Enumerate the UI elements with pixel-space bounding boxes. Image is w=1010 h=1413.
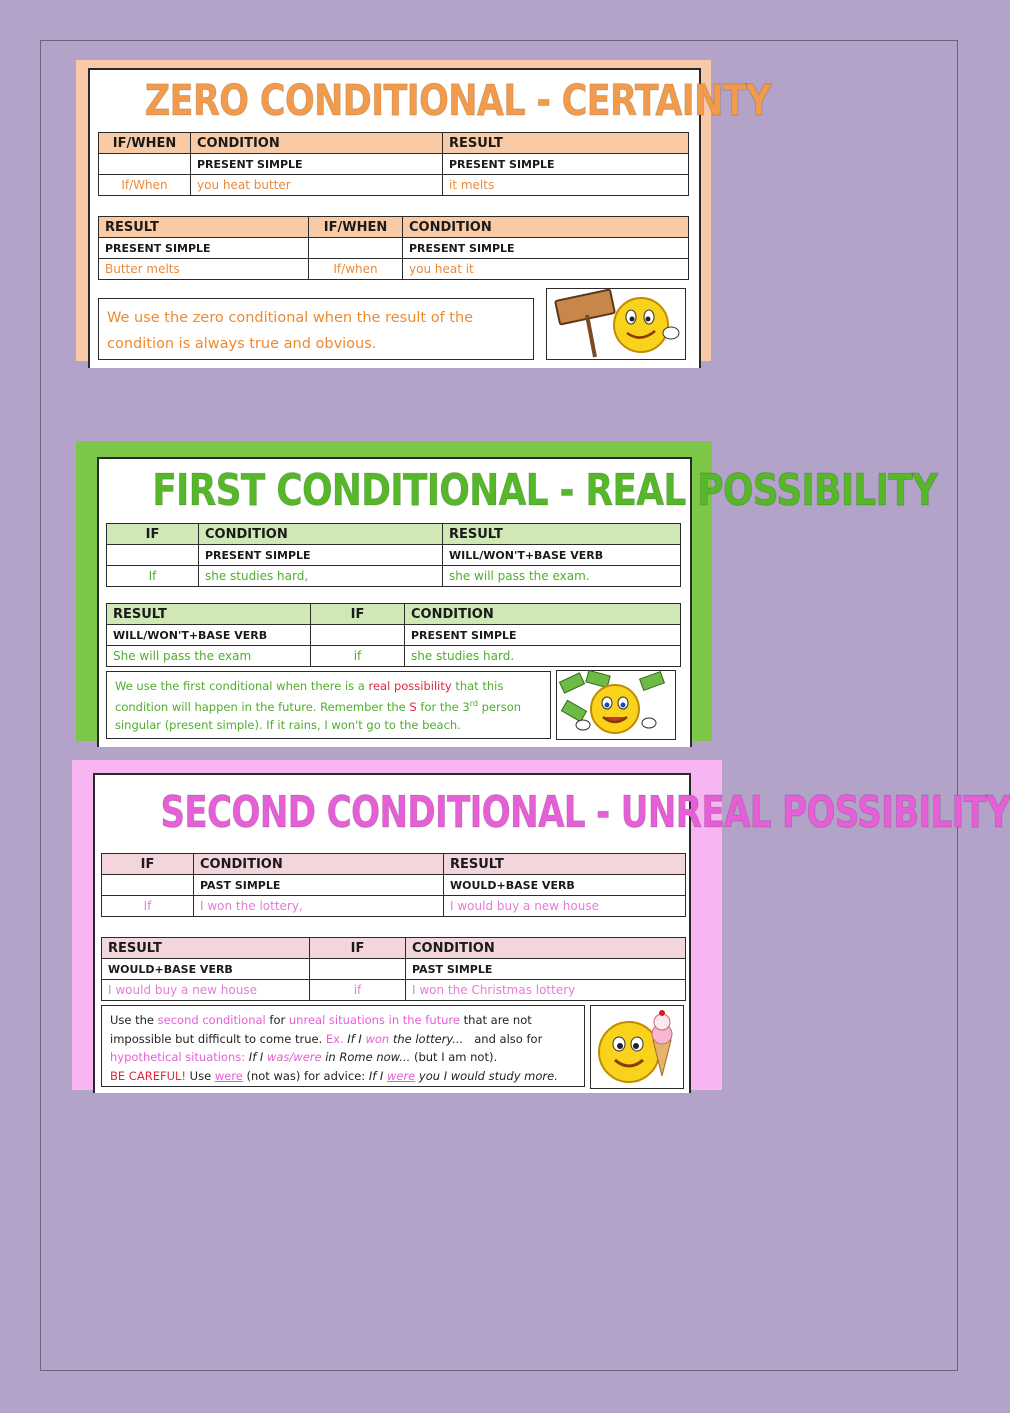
note-text: for (265, 1013, 289, 1027)
header-cell: IF (311, 604, 405, 625)
second-note-line (110, 1011, 576, 1030)
note-text: that this (451, 679, 504, 693)
second-table-result-first (101, 937, 686, 1001)
note-highlight: hypothetical situations: (110, 1050, 246, 1064)
zero-conditional-card (76, 60, 771, 361)
header-cell: CONDITION (199, 524, 443, 545)
example-cell: If (102, 896, 194, 917)
note-warning: BE CAREFUL! (110, 1068, 187, 1083)
second-note-line (110, 1067, 576, 1086)
second-conditional-card (72, 760, 1010, 1090)
tense-cell: PRESENT SIMPLE (405, 625, 681, 646)
header-cell: RESULT (102, 938, 310, 959)
header-cell: CONDITION (405, 604, 681, 625)
zero-note-text: We use the zero conditional when the result of the condition is always true and obvious. (107, 310, 474, 352)
header-cell: RESULT (99, 217, 309, 238)
example-cell: if (311, 646, 405, 667)
example-cell: you heat butter (191, 175, 443, 196)
first-note (106, 671, 551, 739)
smiley-with-sign-icon (547, 289, 684, 359)
tense-cell: PRESENT SIMPLE (443, 154, 689, 175)
note-text: (not was) for advice: (242, 1068, 369, 1083)
example-cell: I won the Christmas lottery (406, 980, 686, 1001)
note-text: impossible but difficult to come true. (110, 1031, 326, 1046)
note-text: Use (186, 1068, 215, 1083)
tense-cell (309, 238, 403, 259)
tense-cell: PRESENT SIMPLE (403, 238, 689, 259)
note-text: condition will happen in the future. Remember the (115, 699, 410, 714)
first-note-line (115, 716, 542, 734)
note-highlight: real possibility (368, 679, 452, 693)
first-note-line (115, 695, 542, 716)
tense-cell: PRESENT SIMPLE (99, 238, 309, 259)
note-text: that are not (459, 1013, 532, 1027)
example-cell: I would buy a new house (444, 896, 686, 917)
note-text: (but I am not). (410, 1050, 498, 1064)
note-text: Use the (110, 1013, 158, 1027)
example-cell: it melts (443, 175, 689, 196)
tense-cell: PRESENT SIMPLE (199, 545, 443, 566)
tense-cell: WOULD+BASE VERB (444, 875, 686, 896)
example-cell: she studies hard, (199, 566, 443, 587)
example-cell: If/when (309, 259, 403, 280)
zero-illustration (546, 288, 686, 360)
note-highlight: was/were (266, 1050, 322, 1064)
note-superscript: rd (469, 699, 478, 708)
tense-cell (102, 875, 194, 896)
note-highlight: won (365, 1031, 390, 1046)
header-cell: IF/WHEN (99, 133, 191, 154)
header-cell: RESULT (443, 133, 689, 154)
first-note-line (115, 677, 542, 695)
zero-table-result-first (98, 216, 689, 280)
note-highlight: second conditional (157, 1013, 266, 1027)
tense-cell (311, 625, 405, 646)
header-cell: RESULT (443, 524, 681, 545)
first-illustration (556, 670, 676, 740)
second-note-line (110, 1030, 576, 1049)
note-highlight: were (214, 1068, 243, 1083)
note-text: and also for (463, 1031, 543, 1046)
note-highlight: unreal situations in the future (288, 1013, 460, 1027)
tense-cell: WOULD+BASE VERB (102, 959, 310, 980)
header-cell: CONDITION (406, 938, 686, 959)
note-highlight: S (409, 699, 417, 714)
zero-note (98, 298, 534, 360)
header-cell: CONDITION (191, 133, 443, 154)
first-table-result-first (106, 603, 681, 667)
note-text: If I (368, 1068, 387, 1083)
second-illustration (590, 1005, 684, 1089)
tense-cell: PAST SIMPLE (194, 875, 444, 896)
tense-cell (99, 154, 191, 175)
header-cell: RESULT (444, 854, 686, 875)
first-title: FIRST CONDITIONAL - REAL POSSIBILITY (152, 465, 938, 516)
zero-table-if-first (98, 132, 689, 196)
note-highlight: were (386, 1068, 416, 1083)
smiley-with-money-icon (557, 671, 674, 738)
header-cell: IF/WHEN (309, 217, 403, 238)
example-cell: she studies hard. (405, 646, 681, 667)
second-title: SECOND CONDITIONAL - UNREAL POSSIBILITY (160, 787, 1010, 838)
example-cell: if (310, 980, 406, 1001)
note-text: If I (245, 1050, 267, 1064)
example-cell: you heat it (403, 259, 689, 280)
header-cell: IF (107, 524, 199, 545)
tense-cell (310, 959, 406, 980)
header-cell: RESULT (107, 604, 311, 625)
example-cell: she will pass the exam. (443, 566, 681, 587)
second-note (101, 1005, 585, 1087)
header-cell: CONDITION (194, 854, 444, 875)
first-conditional-card (76, 441, 938, 741)
smiley-with-ice-cream-icon (591, 1006, 682, 1087)
example-cell: She will pass the exam (107, 646, 311, 667)
example-cell: I won the lottery, (194, 896, 444, 917)
example-cell: If/When (99, 175, 191, 196)
note-text: the lottery... (389, 1031, 464, 1046)
example-cell: Butter melts (99, 259, 309, 280)
tense-cell: WILL/WON'T+BASE VERB (107, 625, 311, 646)
zero-title: ZERO CONDITIONAL - CERTAINTY (144, 76, 771, 126)
second-note-line (110, 1048, 576, 1067)
tense-cell: PRESENT SIMPLE (191, 154, 443, 175)
note-text: singular (present simple). If it rains, I won't go to the beach. (115, 717, 461, 732)
tense-cell: PAST SIMPLE (406, 959, 686, 980)
header-cell: IF (102, 854, 194, 875)
note-text: you I would study more. (415, 1068, 558, 1083)
note-highlight: Ex. (325, 1031, 344, 1046)
example-cell: I would buy a new house (102, 980, 310, 1001)
example-cell: If (107, 566, 199, 587)
note-text: person (477, 699, 522, 714)
note-text: If I (343, 1031, 366, 1046)
header-cell: IF (310, 938, 406, 959)
note-text: in Rome now... (321, 1050, 411, 1064)
note-text: for the 3 (416, 699, 470, 714)
tense-cell (107, 545, 199, 566)
note-text: We use the first conditional when there is a (115, 679, 369, 693)
second-table-if-first (101, 853, 686, 917)
first-table-if-first (106, 523, 681, 587)
tense-cell: WILL/WON'T+BASE VERB (443, 545, 681, 566)
header-cell: CONDITION (403, 217, 689, 238)
